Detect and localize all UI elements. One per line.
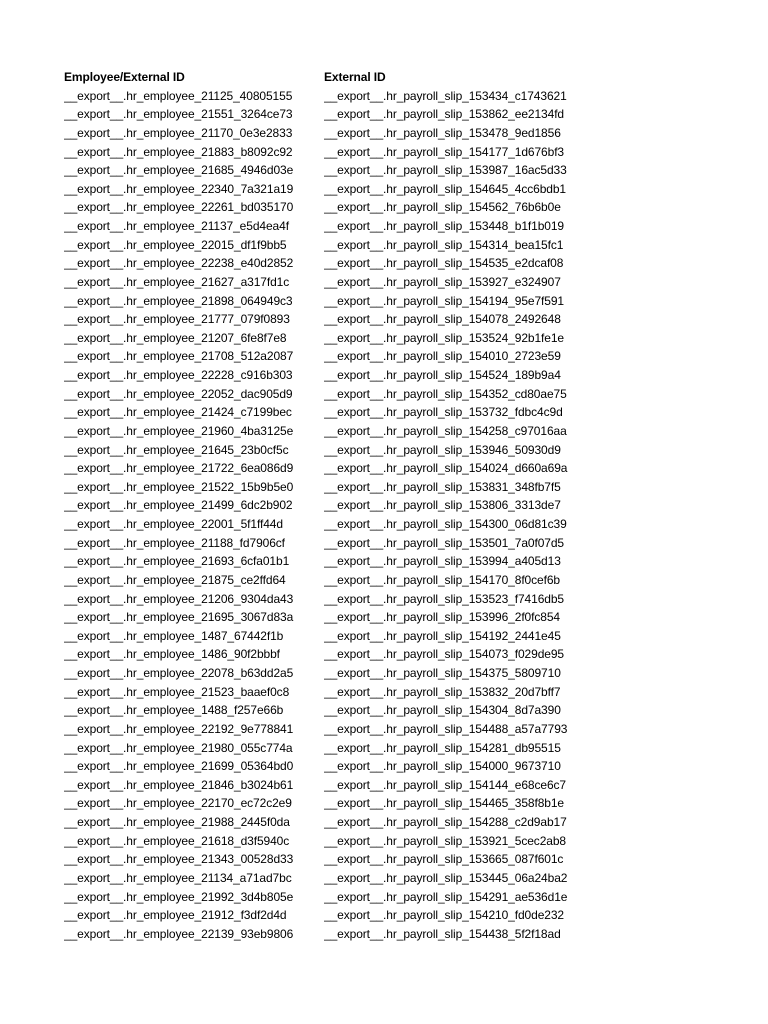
payslip-external-id-cell: __export__.hr_payroll_slip_154535_e2dcaf08	[324, 256, 564, 271]
payslip-external-id-cell: __export__.hr_payroll_slip_154078_2492648	[324, 312, 561, 327]
payslip-external-id-cell: __export__.hr_payroll_slip_153665_087f601c	[324, 852, 564, 867]
payslip-external-id-cell: __export__.hr_payroll_slip_154170_8f0cef6b	[324, 572, 560, 587]
table-row	[64, 850, 584, 869]
employee-external-id-cell: __export__.hr_employee_22192_9e778841	[64, 721, 294, 736]
payslip-external-id-cell: __export__.hr_payroll_slip_153445_06a24ba2	[324, 870, 568, 885]
table-row	[64, 552, 584, 571]
employee-external-id-cell: __export__.hr_employee_21522_15b9b5e0	[64, 479, 294, 494]
employee-external-id-cell: __export__.hr_employee_21708_512a2087	[64, 349, 294, 364]
payslip-external-id-cell: __export__.hr_payroll_slip_153732_fdbc4c9d	[324, 405, 563, 420]
payslip-external-id-cell: __export__.hr_payroll_slip_154524_189b9a4	[324, 368, 561, 382]
payslip-external-id-cell: __export__.hr_payroll_slip_154488_a57a7793	[324, 721, 568, 736]
employee-external-id-cell: __export__.hr_employee_21992_3d4b805e	[64, 889, 294, 904]
header-row	[64, 68, 584, 87]
payslip-external-id-cell: __export__.hr_payroll_slip_153806_3313de7	[324, 498, 561, 513]
header-external-id: External ID	[324, 70, 386, 84]
employee-external-id-cell: __export__.hr_employee_21499_6dc2b902	[64, 498, 293, 513]
table-row	[64, 385, 584, 404]
table-row	[64, 366, 584, 385]
table-row	[64, 478, 584, 497]
employee-external-id-cell: __export__.hr_employee_21645_23b0cf5c	[64, 442, 289, 457]
payslip-external-id-cell: __export__.hr_payroll_slip_154177_1d676bf3	[324, 144, 564, 159]
payslip-external-id-cell: __export__.hr_payroll_slip_153996_2f0fc854	[324, 610, 560, 625]
table-row	[64, 794, 584, 813]
payslip-external-id-cell: __export__.hr_payroll_slip_153434_c1743621	[324, 88, 567, 103]
payslip-external-id-cell: __export__.hr_payroll_slip_153523_f7416db5	[324, 591, 564, 606]
payslip-external-id-cell: __export__.hr_payroll_slip_154300_06d81c39	[324, 517, 567, 531]
employee-external-id-cell: __export__.hr_employee_22228_c916b303	[64, 368, 293, 382]
employee-external-id-cell: __export__.hr_employee_21125_40805155	[64, 88, 293, 103]
employee-external-id-cell: __export__.hr_employee_1488_f257e66b	[64, 703, 284, 718]
table-row	[64, 925, 584, 944]
employee-external-id-cell: __export__.hr_employee_22078_b63dd2a5	[64, 666, 294, 680]
payslip-external-id-cell: __export__.hr_payroll_slip_154314_bea15fc1	[324, 237, 564, 252]
employee-external-id-cell: __export__.hr_employee_21424_c7199bec	[64, 405, 292, 420]
employee-external-id-cell: __export__.hr_employee_21777_079f0893	[64, 312, 290, 327]
employee-external-id-cell: __export__.hr_employee_21846_b3024b61	[64, 777, 294, 792]
header-employee-external-id: Employee/External ID	[64, 70, 185, 84]
payslip-external-id-cell: __export__.hr_payroll_slip_153524_92b1fe1e	[324, 330, 564, 345]
employee-external-id-cell: __export__.hr_employee_21685_4946d03e	[64, 163, 294, 178]
payslip-external-id-cell: __export__.hr_payroll_slip_154194_95e7f591	[324, 293, 564, 308]
employee-external-id-cell: __export__.hr_employee_22052_dac905d9	[64, 386, 293, 401]
employee-external-id-cell: __export__.hr_employee_21898_064949c3	[64, 293, 293, 308]
employee-external-id-cell: __export__.hr_employee_21980_055c774a	[64, 740, 293, 755]
payslip-external-id-cell: __export__.hr_payroll_slip_154144_e68ce6c7	[324, 777, 566, 792]
table-row	[64, 701, 584, 720]
payslip-external-id-cell: __export__.hr_payroll_slip_153831_348fb7f5	[324, 479, 561, 494]
payslip-external-id-cell: __export__.hr_payroll_slip_154192_2441e45	[324, 628, 561, 643]
payslip-external-id-cell: __export__.hr_payroll_slip_154024_d660a69a	[324, 461, 568, 476]
table-row	[64, 534, 584, 553]
table-row	[64, 441, 584, 460]
payslip-external-id-cell: __export__.hr_payroll_slip_153921_5cec2ab8	[324, 833, 566, 848]
table-row	[64, 198, 584, 217]
employee-external-id-cell: __export__.hr_employee_21695_3067d83a	[64, 610, 294, 625]
table-row	[64, 590, 584, 609]
table-row	[64, 403, 584, 422]
table-body	[64, 87, 584, 944]
payslip-external-id-cell: __export__.hr_payroll_slip_154258_c97016aa	[324, 423, 567, 438]
employee-external-id-cell: __export__.hr_employee_21912_f3df2d4d	[64, 908, 287, 923]
table-row	[64, 739, 584, 758]
employee-external-id-cell: __export__.hr_employee_22340_7a321a19	[64, 181, 294, 196]
table-row	[64, 496, 584, 515]
payslip-external-id-cell: __export__.hr_payroll_slip_153987_16ac5d33	[324, 163, 567, 178]
table-row	[64, 515, 584, 534]
table-row	[64, 124, 584, 143]
payslip-external-id-cell: __export__.hr_payroll_slip_154281_db95515	[324, 740, 561, 755]
payslip-external-id-cell: __export__.hr_payroll_slip_154073_f029de95	[324, 647, 564, 662]
payslip-external-id-cell: __export__.hr_payroll_slip_153994_a405d13	[324, 554, 561, 569]
payslip-external-id-cell: __export__.hr_payroll_slip_154010_2723e59	[324, 349, 561, 364]
table-row	[64, 906, 584, 925]
employee-external-id-cell: __export__.hr_employee_21551_3264ce73	[64, 107, 293, 122]
employee-external-id-cell: __export__.hr_employee_21134_a71ad7bc	[64, 870, 292, 885]
payslip-external-id-cell: __export__.hr_payroll_slip_154291_ae536d1e	[324, 889, 568, 904]
payslip-external-id-cell: __export__.hr_payroll_slip_153832_20d7bff7	[324, 684, 561, 699]
table-row	[64, 459, 584, 478]
table-row	[64, 273, 584, 292]
table-row	[64, 888, 584, 907]
payslip-external-id-cell: __export__.hr_payroll_slip_153946_50930d9	[324, 442, 561, 457]
table-row	[64, 776, 584, 795]
employee-external-id-cell: __export__.hr_employee_21523_baaef0c8	[64, 684, 290, 699]
employee-external-id-cell: __export__.hr_employee_22261_bd035170	[64, 200, 294, 215]
payslip-external-id-cell: __export__.hr_payroll_slip_154288_c2d9ab17	[324, 815, 567, 829]
employee-external-id-cell: __export__.hr_employee_21627_a317fd1c	[64, 274, 290, 289]
employee-external-id-cell: __export__.hr_employee_22001_5f1ff44d	[64, 517, 283, 531]
spreadsheet-table	[64, 68, 584, 948]
employee-external-id-cell: __export__.hr_employee_22238_e40d2852	[64, 256, 294, 271]
table-row	[64, 310, 584, 329]
employee-external-id-cell: __export__.hr_employee_1487_67442f1b	[64, 628, 284, 643]
payslip-external-id-cell: __export__.hr_payroll_slip_154210_fd0de232	[324, 908, 564, 923]
table-row	[64, 627, 584, 646]
payslip-external-id-cell: __export__.hr_payroll_slip_153862_ee2134fd	[324, 107, 564, 122]
table-row	[64, 720, 584, 739]
table-row	[64, 292, 584, 311]
employee-external-id-cell: __export__.hr_employee_21188_fd7906cf	[64, 535, 285, 550]
payslip-external-id-cell: __export__.hr_payroll_slip_153501_7a0f07d5	[324, 535, 564, 550]
table-row	[64, 664, 584, 683]
payslip-external-id-cell: __export__.hr_payroll_slip_154375_5809710	[324, 666, 561, 680]
employee-external-id-cell: __export__.hr_employee_21988_2445f0da	[64, 815, 290, 829]
employee-external-id-cell: __export__.hr_employee_21137_e5d4ea4f	[64, 219, 289, 233]
table-row	[64, 813, 584, 832]
table-row	[64, 347, 584, 366]
employee-external-id-cell: __export__.hr_employee_21693_6cfa01b1	[64, 554, 290, 569]
table-row	[64, 161, 584, 180]
table-row	[64, 645, 584, 664]
payslip-external-id-cell: __export__.hr_payroll_slip_153448_b1f1b019	[324, 219, 564, 233]
employee-external-id-cell: __export__.hr_employee_21875_ce2ffd64	[64, 572, 286, 587]
table-row	[64, 757, 584, 776]
employee-external-id-cell: __export__.hr_employee_1486_90f2bbbf	[64, 647, 280, 662]
table-row	[64, 683, 584, 702]
table-row	[64, 608, 584, 627]
table-row	[64, 254, 584, 273]
employee-external-id-cell: __export__.hr_employee_22015_df1f9bb5	[64, 237, 287, 252]
table-row	[64, 329, 584, 348]
payslip-external-id-cell: __export__.hr_payroll_slip_154645_4cc6bdb1	[324, 181, 566, 196]
employee-external-id-cell: __export__.hr_employee_21206_9304da43	[64, 591, 294, 606]
payslip-external-id-cell: __export__.hr_payroll_slip_154304_8d7a390	[324, 703, 561, 718]
employee-external-id-cell: __export__.hr_employee_21170_0e3e2833	[64, 125, 293, 140]
table-row	[64, 217, 584, 236]
employee-external-id-cell: __export__.hr_employee_21960_4ba3125e	[64, 423, 294, 438]
payslip-external-id-cell: __export__.hr_payroll_slip_154562_76b6b0e	[324, 200, 561, 215]
employee-external-id-cell: __export__.hr_employee_22170_ec72c2e9	[64, 796, 292, 811]
employee-external-id-cell: __export__.hr_employee_21343_00528d33	[64, 852, 294, 867]
table-row	[64, 832, 584, 851]
employee-external-id-cell: __export__.hr_employee_21722_6ea086d9	[64, 461, 294, 476]
table-row	[64, 236, 584, 255]
payslip-external-id-cell: __export__.hr_payroll_slip_153478_9ed1856	[324, 125, 561, 140]
table-row	[64, 105, 584, 124]
employee-external-id-cell: __export__.hr_employee_21207_6fe8f7e8	[64, 330, 287, 345]
payslip-external-id-cell: __export__.hr_payroll_slip_154352_cd80ae75	[324, 386, 567, 401]
table-row	[64, 143, 584, 162]
payslip-external-id-cell: __export__.hr_payroll_slip_154000_9673710	[324, 759, 561, 774]
employee-external-id-cell: __export__.hr_employee_21883_b8092c92	[64, 144, 293, 159]
table-row	[64, 87, 584, 106]
table-row	[64, 422, 584, 441]
payslip-external-id-cell: __export__.hr_payroll_slip_153927_e324907	[324, 274, 561, 289]
payslip-external-id-cell: __export__.hr_payroll_slip_154438_5f2f18ad	[324, 926, 561, 941]
payslip-external-id-cell: __export__.hr_payroll_slip_154465_358f8b1e	[324, 796, 564, 811]
employee-external-id-cell: __export__.hr_employee_22139_93eb9806	[64, 926, 294, 941]
table-row	[64, 180, 584, 199]
table-row	[64, 869, 584, 888]
table-row	[64, 571, 584, 590]
employee-external-id-cell: __export__.hr_employee_21699_05364bd0	[64, 759, 294, 774]
employee-external-id-cell: __export__.hr_employee_21618_d3f5940c	[64, 833, 290, 848]
